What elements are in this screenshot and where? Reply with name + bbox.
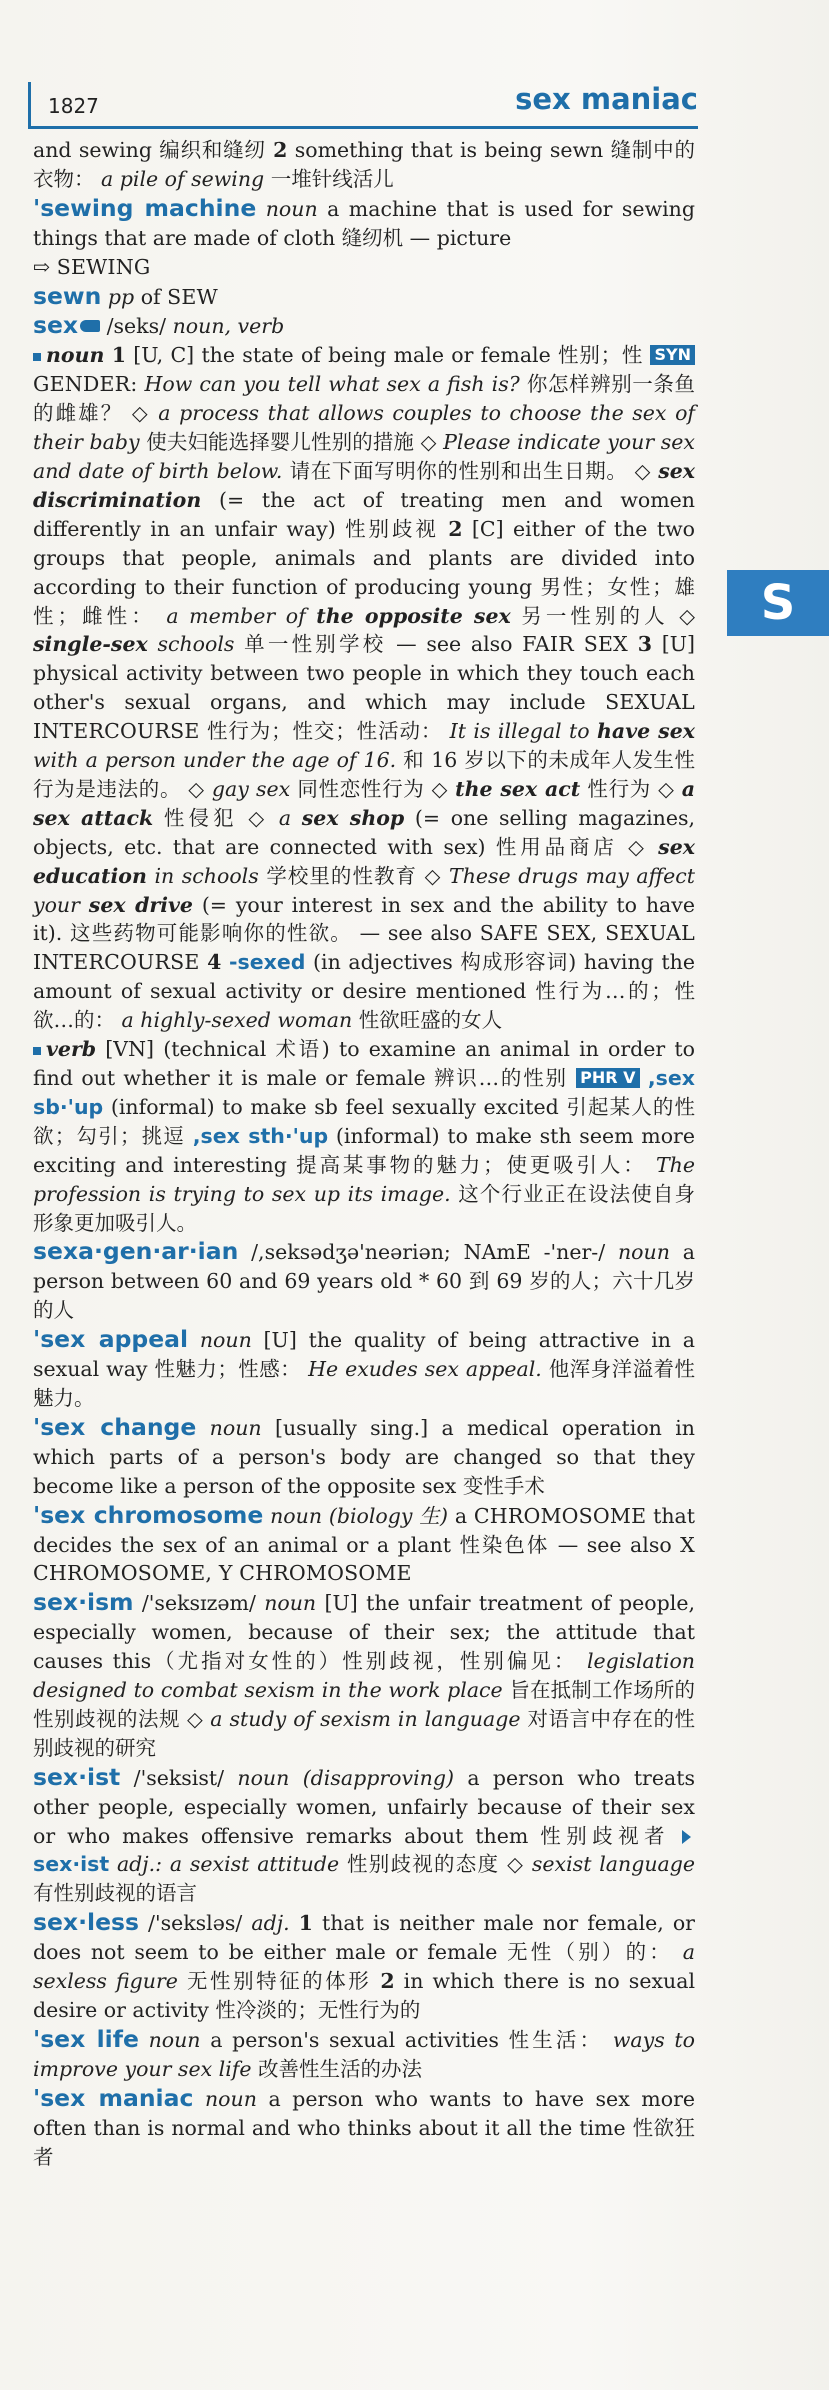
example-translation: 同性恋性行为: [297, 776, 425, 801]
cross-reference: CHROMOSOME: [473, 1503, 647, 1528]
sense-text: and sewing 编织和缝纫: [33, 138, 266, 162]
example: Please indicate your sex and date of birth below.: [33, 430, 695, 483]
grammar-code: [U]: [263, 1328, 297, 1353]
entry-sex: [33, 311, 695, 341]
entry-sexist: sex·ist /'seksist/ noun (disapproving) a person who treats other people, especially women, unfairly because of their sex or who makes offensive remarks about them 性别歧视者 sex·ist adj.: a sexist attitude 性别歧视的态度 ◇ sexist language 有性别歧视的语言: [33, 1762, 695, 1906]
example-translation: 性欲旺盛的女人: [358, 1008, 503, 1033]
example-highlight: a sex attack: [33, 776, 695, 830]
sense-number: 4: [207, 950, 222, 975]
grammar-code: [C]: [471, 516, 504, 541]
derived-form: sex·ist: [33, 1852, 110, 1877]
phrasal-verb-label: PHR V: [576, 1068, 639, 1088]
grammar-code: [U]: [324, 1591, 358, 1616]
example-translation: 一堆针线活儿: [270, 166, 394, 191]
definition-translation: 性行为；性交；性活动：: [206, 719, 443, 744]
sense-number: 1: [298, 1911, 313, 1936]
see-also: — see also: [396, 632, 513, 657]
see-also: — see also: [557, 1532, 672, 1557]
pronunciation: /'seksləs/: [148, 1911, 243, 1936]
example: schools: [157, 632, 235, 657]
example: a study of sexism in language: [210, 1706, 521, 1731]
part-of-speech: noun: [148, 2027, 201, 2052]
entry-sexism: sex·ism /'seksɪzəm/ noun [U] the unfair treatment of people, especially women, because of their sex; the attitude that causes this（尤指对女性的）性别歧视，性别偏见： legislation designed to combat sexism in the work place 旨在抵制工作场所的性别歧视的法规 ◇ a study of sexism in language 对语言中存在的性别歧视的研究: [33, 1588, 695, 1760]
definition: in which there is no sexual desire or activity 性冷淡的；无性行为的: [33, 1969, 695, 2022]
example-highlight: have sex: [597, 719, 695, 744]
definition: (technical 术语) to examine an animal in order to find out whether it is male or female 辨识…的性别: [33, 1037, 695, 1090]
headword: sexa·gen·ar·ian: [33, 1237, 239, 1266]
example-translation: 改善性生活的办法: [258, 2056, 423, 2081]
definition: a machine that is used for sewing things that are made of cloth 缝纫机 — picture: [33, 196, 695, 250]
entry-sexagenarian: [33, 1237, 695, 1325]
synonym-word: GENDER:: [33, 372, 138, 397]
cross-reference: SEXUAL INTERCOURSE: [33, 921, 695, 975]
definition: the quality of being attractive in a sexual way 性魅力；性感：: [33, 1328, 695, 1382]
entry-sex-chromosome: [33, 1501, 695, 1589]
example-highlight: single-sex: [33, 632, 148, 657]
example-highlight: the opposite sex: [316, 603, 511, 628]
example: These drugs may affect your: [33, 863, 695, 917]
entry-sex-life: [33, 2025, 695, 2084]
headword: sewn: [33, 281, 102, 310]
definition: a: [454, 1503, 468, 1528]
cross-reference: SEW: [167, 284, 218, 309]
sense-number: 2: [448, 516, 463, 541]
part-of-speech: noun: [270, 1503, 323, 1528]
definition: (informal) to make sb feel sexually excited 引起某人的性欲；勾引；挑逗: [33, 1094, 695, 1148]
page-header: [28, 82, 698, 129]
grammar-code: [U]: [661, 632, 695, 657]
example-note: (= the act of treating men and women differently in an unfair way) 性别歧视: [33, 487, 695, 541]
subject-label: (biology 生): [328, 1503, 449, 1528]
grammar-code: [usually sing.]: [274, 1415, 429, 1440]
guide-word: sex maniac: [515, 82, 698, 116]
key-word-icon: [80, 320, 100, 332]
part-of-speech: noun, verb: [172, 314, 285, 339]
part-of-speech: noun: [264, 1591, 317, 1616]
headword: 'sex life: [33, 2024, 139, 2053]
example-translation: 性别歧视的态度: [346, 1852, 500, 1877]
cross-reference: SEWING: [56, 254, 151, 279]
example: a pile of sewing: [101, 166, 265, 191]
definition: a person's sexual activities 性生活：: [210, 2027, 604, 2052]
cross-reference: SAFE SEX,: [479, 921, 598, 946]
derivative-arrow-icon: [682, 1830, 691, 1844]
example-translation: 他浑身洋溢着性魅力。: [33, 1357, 695, 1410]
definition: physical activity between two people in which they touch each other's sexual organs, and which may include: [33, 661, 695, 715]
grammar-code: [VN]: [105, 1037, 155, 1062]
part-of-speech: noun: [204, 2086, 257, 2111]
example: a sexist attitude: [169, 1852, 340, 1877]
example-translation: 无性别特征的体形: [187, 1969, 372, 1994]
definition: a person between 60 and 69 years old * 60 到 69 岁的人；六十几岁的人: [33, 1240, 695, 1323]
derived-form: -sexed: [229, 950, 306, 975]
example-translation: 请在下面写明你的性别和出生日期。: [289, 458, 628, 483]
entry-sex-maniac: [33, 2084, 695, 2172]
definition: either of the two groups that people, animals and plants are divided into according to their function of producing young 男性；女性；雄性；雌性：: [33, 516, 695, 628]
example-translation: 单一性别学校: [244, 632, 387, 657]
definition: a medical operation in which parts of a person's body are changed so that they become like a person of the opposite sex 变性手术: [33, 1415, 695, 1498]
sense-number: 2: [273, 138, 288, 162]
sense-number: 2: [380, 1969, 395, 1994]
sense-number: 3: [637, 632, 652, 657]
headword: 'sex maniac: [33, 2083, 194, 2112]
example: a highly-sexed woman: [121, 1008, 353, 1033]
example-highlight: sex shop: [301, 805, 405, 830]
example: It is illegal to: [449, 719, 590, 744]
entry-sewing-tail: [33, 136, 695, 194]
cross-reference: FAIR SEX: [522, 632, 628, 657]
synonym-label: SYN: [650, 345, 695, 365]
sense-number: 1: [111, 343, 126, 368]
example-translation: 学校里的性教育: [266, 863, 418, 888]
example-note: (= your interest in sex and the ability to have it). 这些药物可能影响你的性欲。: [33, 892, 695, 946]
example-translation: 和 16 岁以下的未成年人发生性行为是违法的。: [33, 748, 695, 801]
see-also: — see also: [359, 921, 473, 946]
part-of-speech: adj.:: [116, 1852, 163, 1877]
example: gay sex: [211, 776, 291, 801]
noun-label: noun: [46, 343, 105, 368]
example: a sexless figure: [33, 1940, 695, 1994]
page-number: 1827: [48, 94, 99, 118]
example: sexist language: [531, 1852, 695, 1877]
example-note: (= one selling magazines, objects, etc. that are connected with sex) 性用品商店: [33, 805, 695, 859]
sex-noun-senses: noun 1 [U, C] the state of being male or female 性别；性 SYN GENDER: How can you tell what sex a fish is? 你怎样辨别一条鱼的雌雄？ ◇ a process that allows couples to choose the sex of their baby 使夫妇能选择婴儿性别的措施 ◇ Please indicate your sex and date of birth below. 请在下面写明你的性别和出生日期。 ◇ sex discrimination (= the act of treating men and women differently in an unfair way) 性别歧视 2 [C] either of the two groups that people, animals and plants are divided into according to their function of producing young 男性；女性；雄性；雌性： a member of the opposite sex 另一性别的人 ◇ single-sex schools 单一性别学校 — see also FAIR SEX 3 [U] physical activity between two people in which they touch each other's sexual organs, and which may include SEXUAL INTERCOURSE 性行为；性交；性活动： It is illegal to have sex with a person under the age of 16. 和 16 岁以下的未成年人发生性行为是违法的。 ◇ gay sex 同性恋性行为 ◇ the sex act 性行为 ◇ a sex attack 性侵犯 ◇ a sex shop (= one selling magazines, objects, etc. that are connected with sex) 性用品商店 ◇ sex education in schools 学校里的性教育 ◇ These drugs may affect your sex drive (= your interest in sex and the ability to have it). 这些药物可能影响你的性欲。 — see also SAFE SEX, SEXUAL INTERCOURSE 4 -sexed (in adjectives 构成形容词) having the amount of sexual activity or desire mentioned 性行为…的；性欲…的： a highly-sexed woman 性欲旺盛的女人: [33, 343, 696, 1033]
part-of-speech: noun: [617, 1240, 670, 1265]
phrasal-verb: ,sex sth·'up: [192, 1123, 329, 1148]
example-highlight: the sex act: [455, 776, 581, 801]
section-marker-icon: [33, 1047, 41, 1055]
headword: 'sex chromosome: [33, 1500, 264, 1529]
definition: that is neither male nor female, or does not seem to be either male or female 无性（别）的：: [33, 1911, 695, 1965]
part-of-speech: pp: [107, 284, 135, 309]
pronunciation: /'seksɪzəm/: [141, 1591, 256, 1616]
example-highlight: sex drive: [88, 892, 193, 917]
example-translation: 旨在抵制工作场所的性别歧视的法规: [33, 1678, 695, 1731]
part-of-speech: adj.: [251, 1911, 290, 1936]
part-of-speech: noun: [209, 1415, 262, 1440]
definition: the state of being male or female 性别；性: [201, 343, 644, 368]
header-left-rule: [28, 82, 31, 129]
example: a process that allows couples to choose the sex of their baby: [33, 401, 696, 455]
headword: 'sex appeal: [33, 1325, 189, 1354]
example: a: [278, 805, 292, 830]
example: a member of: [166, 603, 306, 628]
headword: sex: [33, 311, 79, 340]
dictionary-entries: [33, 136, 695, 2171]
entry-sex-appeal: [33, 1325, 695, 1413]
example-highlight: sex education: [33, 834, 695, 888]
definition: the unfair treatment of people, especially women, because of their sex; the attitude that causes this（尤指对女性的）性别歧视，性别偏见：: [33, 1591, 695, 1674]
example: The profession is trying to sex up its image.: [33, 1152, 695, 1206]
phrasal-verb: ,sex sb·'up: [33, 1066, 695, 1119]
pronunciation: /seks/: [106, 314, 167, 339]
example-translation: 使夫妇能选择婴儿性别的措施: [146, 430, 415, 455]
entry-sexless: [33, 1908, 695, 2025]
example-translation: 你怎样辨别一条鱼的雌雄？: [33, 372, 695, 426]
entry-sewn: [33, 282, 695, 312]
part-of-speech: noun: [265, 196, 318, 221]
example-translation: 性侵犯: [163, 805, 238, 830]
headword: 'sewing machine: [33, 193, 257, 222]
example: in schools: [154, 863, 259, 888]
example: How can you tell what sex a fish is?: [144, 372, 520, 397]
part-of-speech: noun: [199, 1328, 252, 1353]
headword: sex·less: [33, 1908, 139, 1937]
example-translation: 这个行业正在设法使自身形象更加吸引人。: [33, 1181, 695, 1235]
headword: sex·ism: [33, 1588, 134, 1617]
entry-sex-change: [33, 1413, 695, 1501]
grammar-code: [U, C]: [133, 343, 195, 368]
headword: 'sex change: [33, 1412, 197, 1441]
example: with a person under the age of 16.: [33, 748, 397, 773]
cross-reference: SEXUAL INTERCOURSE: [33, 690, 695, 744]
pronunciation: /'seksist/: [133, 1765, 225, 1790]
example: ways to improve your sex life: [33, 2027, 695, 2081]
definition: that decides the sex of an animal or a plant 性染色体: [33, 1503, 695, 1557]
thumb-index-tab: S: [727, 570, 829, 636]
cross-reference: X CHROMOSOME, Y CHROMOSOME: [33, 1532, 695, 1586]
definition: a person who treats other people, especially women, unfairly because of their sex or who makes offensive remarks about them 性别歧视者: [33, 1765, 695, 1848]
section-marker-icon: [33, 353, 41, 361]
example: He exudes sex appeal.: [308, 1357, 542, 1382]
example-translation: 性行为: [587, 776, 651, 801]
usage-label: (disapproving): [302, 1765, 454, 1790]
cross-reference-arrow-icon: ⇨: [33, 254, 51, 279]
example-translation: 对语言中存在的性别歧视的研究: [33, 1706, 695, 1760]
definition: a person who wants to have sex more often than is normal and who thinks about it all the time 性欲狂者: [33, 2086, 695, 2169]
example: sex discrimination: [33, 458, 695, 512]
sense-definition: something that is being sewn 缝制中的衣物：: [33, 138, 695, 191]
example: legislation designed to combat sexism in the work place: [33, 1649, 695, 1703]
verb-label: verb: [46, 1037, 97, 1062]
part-of-speech: noun: [237, 1765, 290, 1790]
headword: sex·ist: [33, 1762, 121, 1791]
text: of: [140, 284, 161, 309]
definition: (in adjectives 构成形容词) having the amount of sexual activity or desire mentioned 性行为…的；性欲…的：: [33, 950, 695, 1033]
definition: (informal) to make sth seem more exciting and interesting 提高某事物的魅力；使更吸引人：: [33, 1123, 695, 1177]
pronunciation: /,seksədʒə'neəriən; NAmE -'ner-/: [251, 1240, 606, 1265]
example-translation: 有性别歧视的语言: [33, 1881, 197, 1906]
sex-verb-senses: [33, 1035, 695, 1237]
entry-sewing-machine: [33, 194, 695, 282]
example-translation: 另一性别的人: [521, 603, 669, 628]
